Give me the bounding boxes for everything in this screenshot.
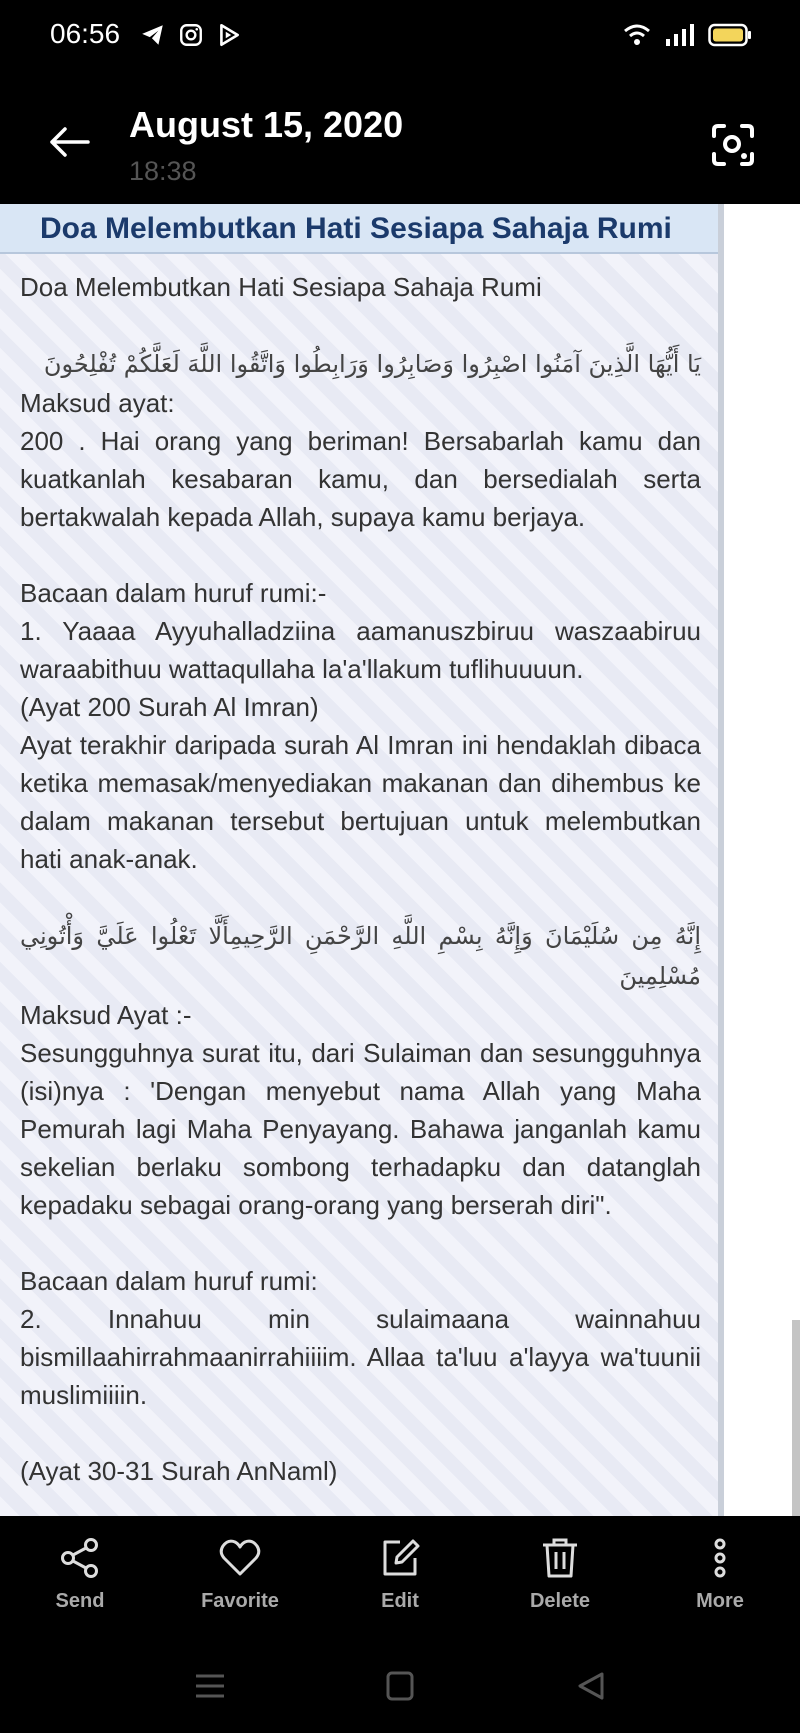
document-image (0, 204, 724, 1516)
lens-scan-button[interactable] (710, 122, 756, 168)
document-title-bar (0, 204, 724, 254)
maksud-label-1: Maksud ayat: (20, 388, 175, 418)
action-bar (0, 1516, 800, 1626)
home-nav-icon[interactable] (380, 1670, 420, 1702)
back-button[interactable] (44, 117, 94, 167)
edit-button[interactable] (320, 1516, 480, 1626)
favorite-button[interactable] (160, 1516, 320, 1626)
document-body (20, 268, 701, 1490)
play-store-icon (216, 22, 242, 48)
arabic-verse-2: إِنَّهُ مِن سُلَيْمَانَ وَإِنَّهُ بِسْمِ اللَّهِ الرَّحْمَنِ الرَّحِيمِأَلَّا تَعْلُوا عَلَيَّ وَأْتُونِي مُسْلِمِينَ (20, 922, 701, 990)
more-label: More (696, 1590, 744, 1612)
telegram-icon (140, 22, 166, 48)
notification-icons (140, 22, 242, 48)
send-button[interactable] (0, 1516, 160, 1626)
photo-time: 18:38 (129, 156, 197, 186)
system-navigation-bar (0, 1640, 800, 1733)
favorite-label: Favorite (201, 1590, 279, 1612)
battery-icon (708, 23, 752, 47)
edit-icon (378, 1536, 422, 1580)
back-arrow-icon (48, 126, 90, 158)
more-vertical-icon (698, 1536, 742, 1580)
edit-label: Edit (381, 1590, 419, 1612)
instagram-icon (178, 22, 204, 48)
wifi-icon (622, 22, 652, 48)
back-nav-icon[interactable] (572, 1670, 612, 1702)
scan-icon (710, 122, 756, 168)
status-time: 06:56 (50, 18, 121, 49)
maksud-label-2: Maksud Ayat :- (20, 1000, 192, 1030)
document-title: Doa Melembutkan Hati Sesiapa Sahaja Rumi (40, 212, 672, 245)
document-edge (718, 204, 724, 1516)
status-bar (0, 0, 800, 72)
more-button[interactable] (640, 1516, 800, 1626)
reading-2: 2. Innahuu min sulaimaana wainnahuu bismillaahirrahmaanirrahiiiim. Allaa ta'luu a'layya wa'tuunii muslimiiiin. (20, 1304, 701, 1410)
system-status-icons (622, 22, 752, 48)
reference-1: (Ayat 200 Surah Al Imran) (20, 692, 319, 722)
image-viewer[interactable] (0, 204, 800, 1516)
scrollbar[interactable] (792, 1320, 800, 1516)
note-1: Ayat terakhir daripada surah Al Imran ini hendaklah dibaca ketika memasak/menyediakan makanan dan dihembus ke dalam makanan tersebut bertujuan untuk melembutkan hati anak-anak. (20, 730, 701, 874)
arabic-verse-1: يَا أَيُّهَا الَّذِينَ آمَنُوا اصْبِرُوا وَصَابِرُوا وَرَابِطُوا وَاتَّقُوا اللَّهَ لَعَلَّكُمْ تُفْلِحُونَ (43, 350, 701, 378)
trash-icon (538, 1536, 582, 1580)
meaning-2: Sesungguhnya surat itu, dari Sulaiman dan sesungguhnya (isi)nya : 'Dengan menyebut nama Allah yang Maha Pemurah lagi Maha Penyayang. Bahawa janganlah kamu sekelian berlaku sombong terhadapku dan datanglah kepadaku sebagai orang-orang yang berserah diri". (20, 1038, 701, 1220)
header (0, 72, 800, 204)
reference-2: (Ayat 30-31 Surah AnNaml) (20, 1456, 338, 1486)
menu-nav-icon[interactable] (190, 1670, 230, 1702)
signal-icon (664, 22, 696, 48)
document-heading: Doa Melembutkan Hati Sesiapa Sahaja Rumi (20, 272, 542, 302)
reading-1: 1. Yaaaa Ayyuhalladziina aamanuszbiruu waszaabiruu waraabithuu wattaqullaha la'a'llakum tuflihuuuun. (20, 616, 701, 684)
heart-icon (218, 1536, 262, 1580)
photo-date: August 15, 2020 (129, 104, 404, 145)
send-label: Send (55, 1590, 105, 1612)
delete-button[interactable] (480, 1516, 640, 1626)
delete-label: Delete (529, 1590, 591, 1612)
bacaan-label-2: Bacaan dalam huruf rumi: (20, 1266, 318, 1296)
bacaan-label-1: Bacaan dalam huruf rumi:- (20, 578, 327, 608)
meaning-1: 200 . Hai orang yang beriman! Bersabarlah kamu dan kuatkanlah kesabaran kamu, dan bersedialah serta bertakwalah kepada Allah, supaya kamu berjaya. (20, 426, 701, 532)
share-icon (58, 1536, 102, 1580)
